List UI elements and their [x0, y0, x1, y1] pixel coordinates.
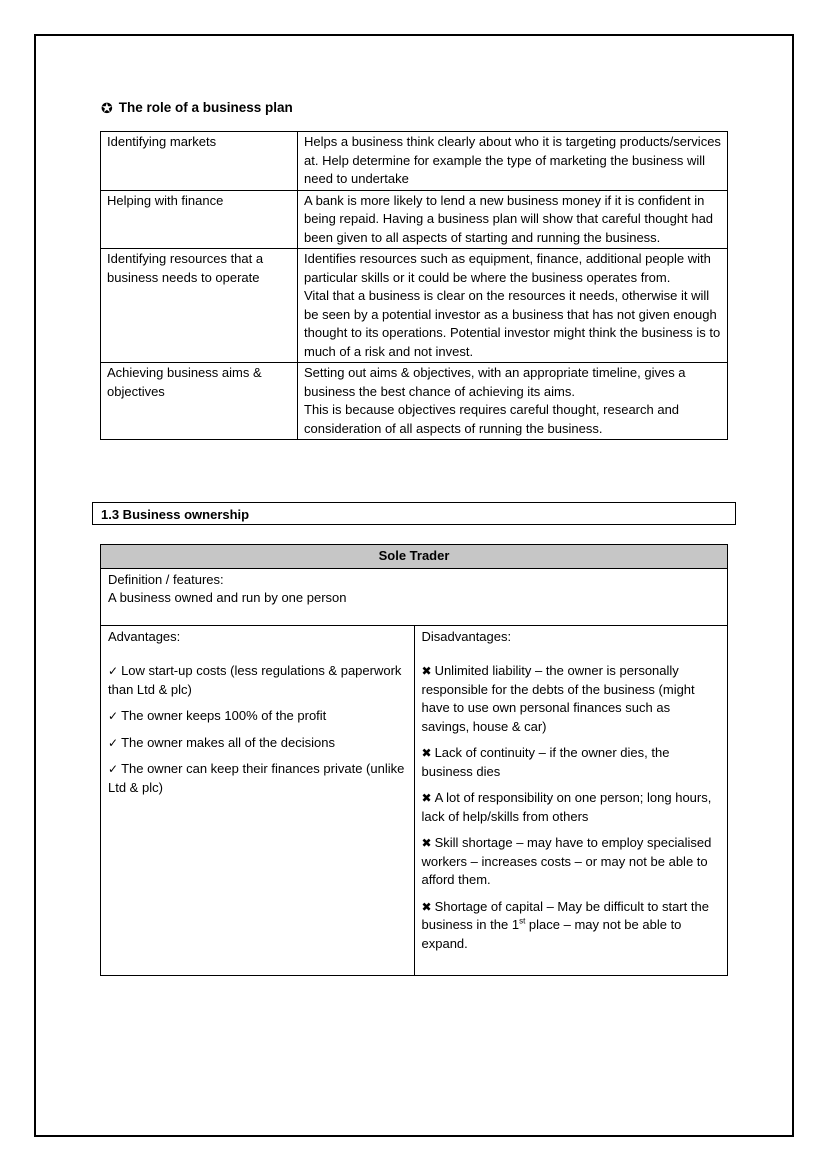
advantages-label: Advantages:: [108, 628, 181, 644]
check-icon: ✓: [108, 762, 119, 776]
advantage-item: [108, 734, 407, 753]
disadvantages-label: Disadvantages:: [421, 628, 512, 644]
table-row: [101, 190, 728, 249]
check-icon: ✓: [108, 664, 119, 678]
advantage-text: The owner keeps 100% of the profit: [121, 708, 327, 723]
disadvantages-cell: [414, 625, 728, 976]
detail-paragraph: Identifies resources such as equipment, finance, additional people with particular skills or it could be where the business operates from.: [304, 251, 711, 285]
table-row: [101, 625, 728, 976]
table-row: [101, 132, 728, 191]
disadvantage-text: Skill shortage – may have to employ specialised workers – increases costs – or may not be able to afford them.: [421, 835, 712, 887]
disadvantage-item: [422, 744, 721, 781]
disadvantage-text-start: Shortage of capital – May be difficult to start the business in the 1: [421, 898, 709, 932]
definition-label: Definition / features:: [108, 571, 224, 587]
row-detail: [298, 363, 728, 440]
definition-cell: [101, 568, 728, 625]
definition-text: A business owned and run by one person: [108, 590, 347, 605]
detail-paragraph: This is because objectives requires careful thought, research and consideration of all aspects of running the business.: [304, 402, 680, 436]
row-detail: [298, 190, 728, 249]
advantages-cell: [101, 625, 415, 976]
star-bullet-icon: ✪: [101, 99, 113, 116]
table-row: [101, 568, 728, 625]
ordinal-superscript: st: [519, 916, 526, 926]
disadvantage-item: [422, 662, 721, 736]
check-icon: ✓: [108, 709, 119, 723]
cross-icon: ✖: [421, 836, 432, 850]
advantage-text: The owner makes all of the decisions: [121, 734, 335, 750]
cross-icon: ✖: [421, 791, 432, 805]
row-topic: Identifying resources that a business needs to operate: [101, 249, 298, 363]
detail-paragraph: A bank is more likely to lend a new business money if it is confident in being repaid. Having a business plan will show that careful thought had been given to all aspects of starting and running the business.: [304, 192, 714, 245]
cross-icon: ✖: [421, 899, 432, 914]
table-row: [101, 363, 728, 440]
check-icon: ✓: [108, 735, 119, 750]
advantage-item: [108, 662, 407, 699]
disadvantage-item: [422, 898, 721, 954]
detail-paragraph: Helps a business think clearly about who it is targeting products/services at. Help determine for example the type of marketing the business will need to undertake: [304, 134, 721, 186]
disadvantage-item: [422, 789, 721, 826]
advantage-text: Low start-up costs (less regulations & paperwork than Ltd & plc): [108, 663, 402, 697]
section-heading-role: [101, 100, 293, 115]
advantage-item: [108, 760, 407, 797]
row-topic: Helping with finance: [101, 190, 298, 249]
table-row: [101, 249, 728, 363]
cross-icon: ✖: [421, 746, 432, 760]
disadvantage-text: A lot of responsibility on one person; long hours, lack of help/skills from others: [421, 790, 712, 824]
sole-trader-title: Sole Trader: [101, 545, 728, 569]
business-plan-table: [100, 131, 728, 440]
disadvantage-item: [422, 834, 721, 890]
row-detail: [298, 249, 728, 363]
row-topic: Achieving business aims & objectives: [101, 363, 298, 440]
detail-paragraph: Setting out aims & objectives, with an appropriate timeline, gives a business the best chance of achieving its aims.: [304, 365, 686, 399]
disadvantage-text-end: place – may not be able to expand.: [421, 917, 682, 951]
detail-paragraph: Vital that a business is clear on the resources it needs, otherwise it will be seen by a potential investor as a business that has not given enough thought to its operations. Potential investor might think the business is to much of a risk and not invest.: [304, 288, 721, 359]
disadvantage-text: Lack of continuity – if the owner dies, the business dies: [421, 745, 670, 779]
ownership-heading: 1.3 Business ownership: [92, 502, 736, 525]
row-topic: Identifying markets: [101, 132, 298, 191]
cross-icon: ✖: [421, 664, 432, 678]
table-row: [101, 545, 728, 569]
role-heading-text: The role of a business plan: [118, 100, 293, 115]
sole-trader-table: [100, 544, 728, 976]
row-detail: [298, 132, 728, 191]
disadvantage-text: Unlimited liability – the owner is personally responsible for the debts of the business (might have to use own personal finances such as savings, house & car): [421, 663, 695, 734]
advantage-text: The owner can keep their finances private (unlike Ltd & plc): [108, 761, 405, 795]
advantage-item: [108, 707, 407, 726]
